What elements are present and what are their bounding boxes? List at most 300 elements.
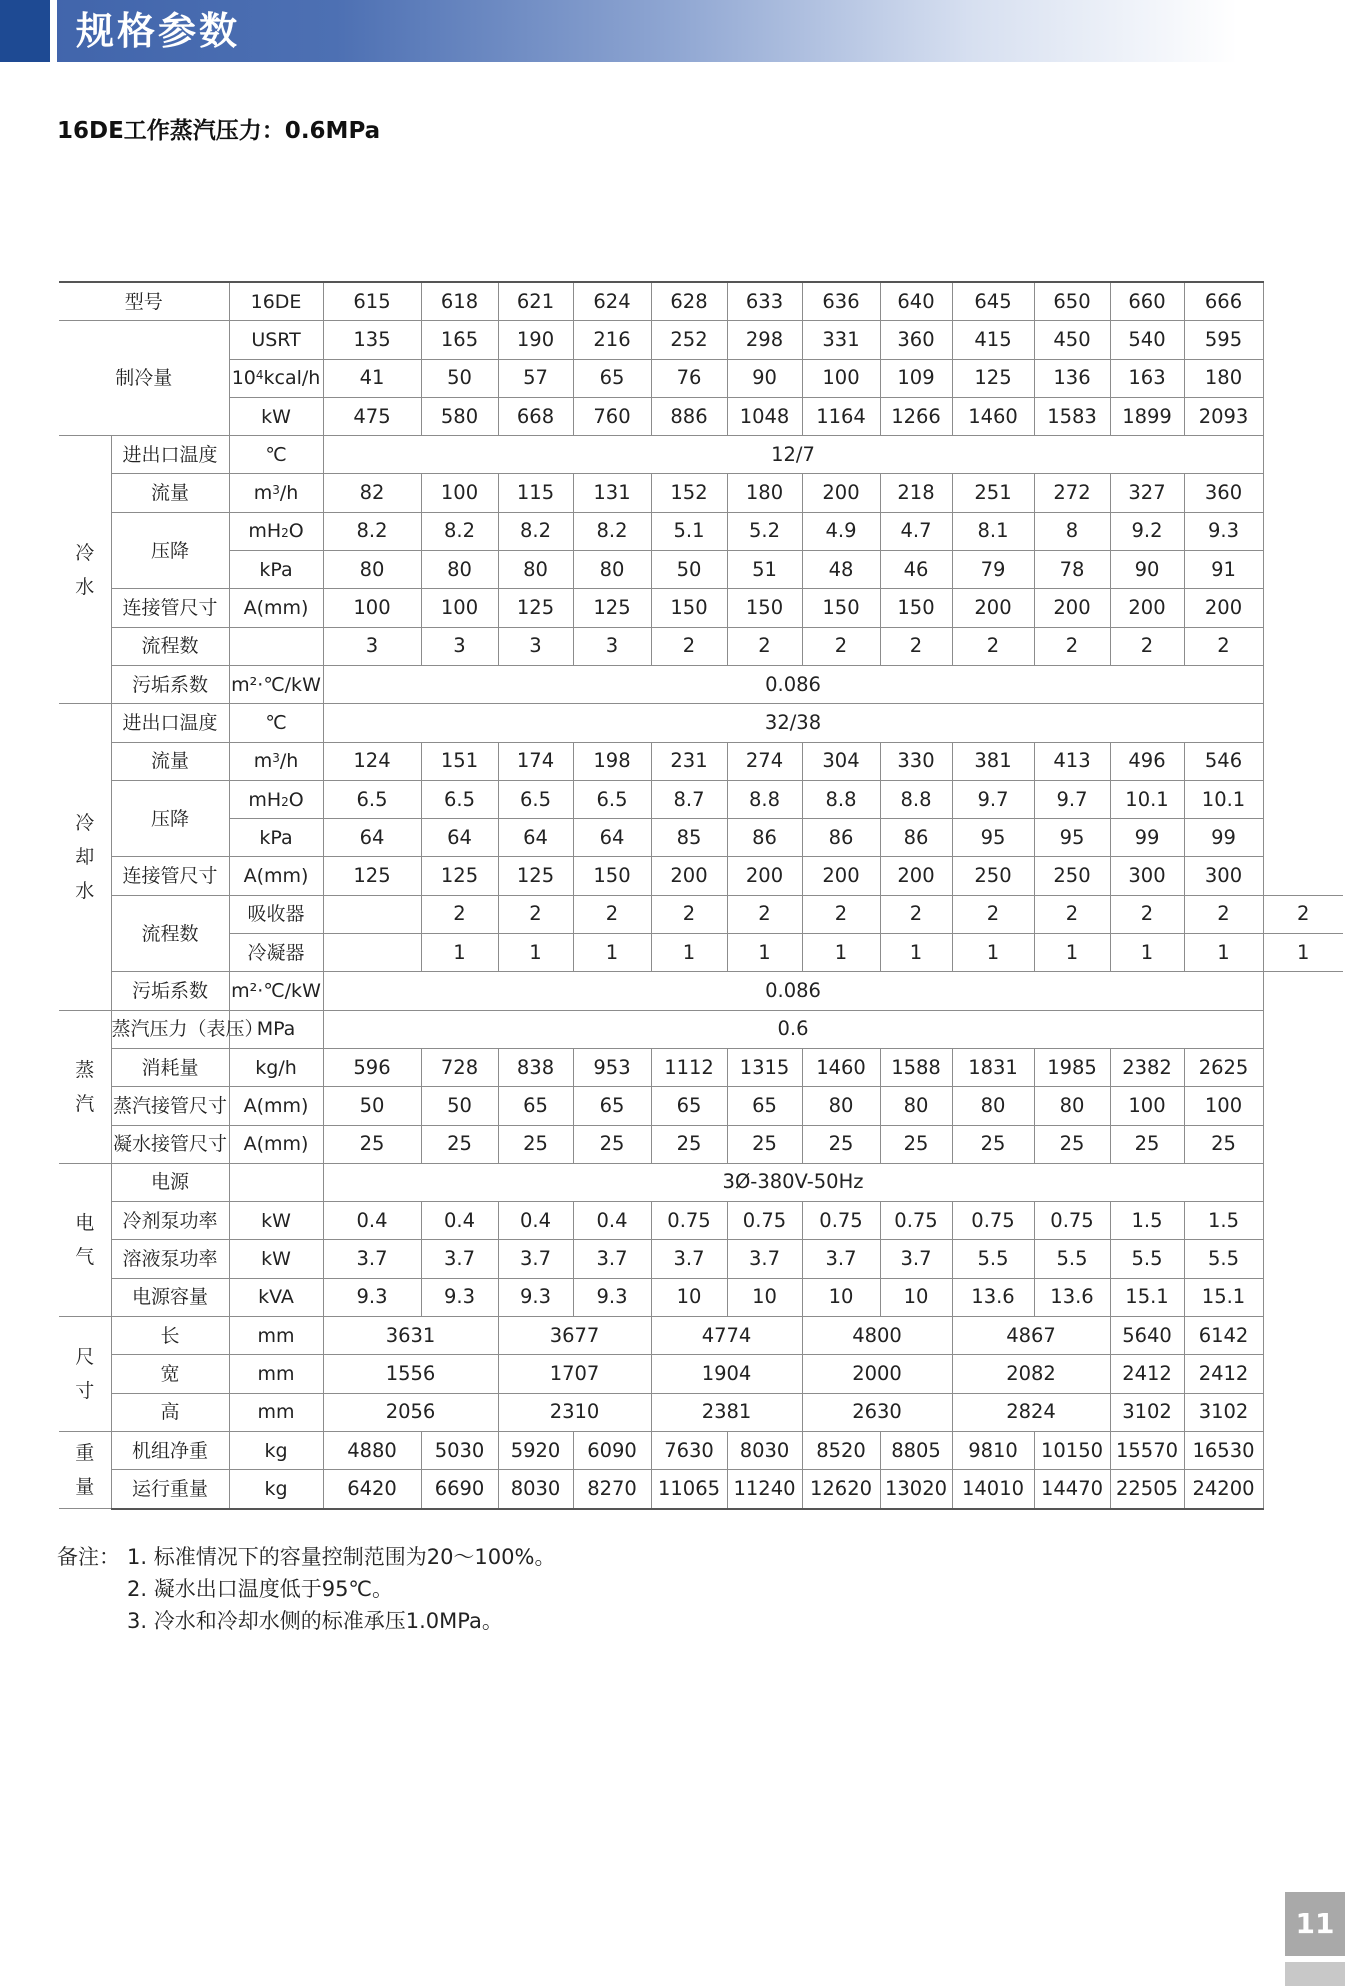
value-cell: 64: [323, 819, 421, 857]
value-cell: 8.7: [651, 780, 727, 818]
row-label: 电源容量: [111, 1278, 229, 1316]
value-cell: 2: [498, 895, 573, 933]
value-cell: 200: [727, 857, 802, 895]
value-cell: 330: [880, 742, 952, 780]
row-label: 冷凝器: [229, 934, 323, 972]
unit-cell: $10^4kcal/h$: [229, 359, 323, 397]
group-label: 冷 水: [59, 436, 111, 704]
value-cell: 4.7: [880, 512, 952, 550]
value-cell: 580: [421, 397, 498, 435]
value-cell: 115: [498, 474, 573, 512]
table-row: [59, 1010, 1343, 1048]
table-row: [59, 627, 1343, 665]
unit-cell: kPa: [229, 819, 323, 857]
row-label: 长: [111, 1317, 229, 1355]
group-label: 电 气: [59, 1163, 111, 1316]
table-row: [59, 1202, 1343, 1240]
table-row: [59, 1317, 1343, 1355]
table-row: [59, 819, 1343, 857]
value-cell: 615: [323, 282, 421, 321]
value-cell: 886: [651, 397, 727, 435]
value-cell: 100: [421, 474, 498, 512]
value-cell: 3.7: [727, 1240, 802, 1278]
group-label: 蒸 汽: [59, 1010, 111, 1163]
unit-cell: [323, 895, 421, 933]
unit-cell: $mH_2O$: [229, 780, 323, 818]
unit-cell: kg: [229, 1431, 323, 1469]
spec-table: [59, 281, 1343, 1510]
value-cell: 2: [1034, 627, 1110, 665]
value-cell: 2630: [802, 1393, 952, 1431]
row-label: 污垢系数: [111, 972, 229, 1010]
value-cell: 150: [727, 589, 802, 627]
value-cell: 231: [651, 742, 727, 780]
value-cell: 124: [323, 742, 421, 780]
unit-cell: m²·℃/kW: [229, 972, 323, 1010]
table-row: [59, 1087, 1343, 1125]
value-cell: 5.5: [1110, 1240, 1184, 1278]
value-cell: 8.2: [421, 512, 498, 550]
value-cell: 2310: [498, 1393, 651, 1431]
value-cell: 150: [802, 589, 880, 627]
value-cell: 64: [421, 819, 498, 857]
value-cell: 3: [421, 627, 498, 665]
value-cell: 3631: [323, 1317, 498, 1355]
value-cell: 15.1: [1110, 1278, 1184, 1316]
value-cell: 79: [952, 551, 1034, 589]
value-cell: 2: [727, 895, 802, 933]
value-cell: 633: [727, 282, 802, 321]
value-cell: 0.75: [1034, 1202, 1110, 1240]
value-cell: 251: [952, 474, 1034, 512]
value-cell: 15570: [1110, 1431, 1184, 1469]
value-cell: 1315: [727, 1048, 802, 1086]
unit-cell: kW: [229, 397, 323, 435]
value-cell: 596: [323, 1048, 421, 1086]
value-cell: 621: [498, 282, 573, 321]
section-subtitle: 16DE工作蒸汽压力：0.6MPa: [57, 118, 381, 144]
value-cell: 2082: [952, 1355, 1110, 1393]
value-cell: 90: [1110, 551, 1184, 589]
value-cell: 80: [802, 1087, 880, 1125]
notes-prefix: 备注：: [57, 1545, 120, 1569]
value-cell: 65: [651, 1087, 727, 1125]
value-cell: 165: [421, 321, 498, 359]
value-cell: 150: [651, 589, 727, 627]
value-cell: 2382: [1110, 1048, 1184, 1086]
value-cell: 25: [880, 1125, 952, 1163]
value-cell: 1: [573, 934, 651, 972]
value-cell: 304: [802, 742, 880, 780]
table-row: [59, 1393, 1343, 1431]
table-row: [59, 321, 1343, 359]
value-cell: 25: [498, 1125, 573, 1163]
table-row: [59, 934, 1343, 972]
table-row: [59, 551, 1343, 589]
note-item: 2. 凝水出口温度低于95℃。: [127, 1577, 394, 1601]
value-cell: 9.7: [1034, 780, 1110, 818]
unit-cell: mm: [229, 1355, 323, 1393]
row-label: 流程数: [111, 627, 229, 665]
value-cell: 11065: [651, 1470, 727, 1509]
value-cell: 2: [421, 895, 498, 933]
value-cell: 32/38: [323, 704, 1263, 742]
value-cell: 200: [952, 589, 1034, 627]
value-cell: 3102: [1184, 1393, 1263, 1431]
row-label: 流量: [111, 474, 229, 512]
value-cell: 2: [1263, 895, 1343, 933]
value-cell: 1707: [498, 1355, 651, 1393]
value-cell: 5920: [498, 1431, 573, 1469]
group-label: 冷 却 水: [59, 704, 111, 1010]
value-cell: 163: [1110, 359, 1184, 397]
value-cell: 0.75: [952, 1202, 1034, 1240]
value-cell: 25: [802, 1125, 880, 1163]
unit-cell: m²·℃/kW: [229, 665, 323, 703]
row-label: 连接管尺寸: [111, 589, 229, 627]
value-cell: 4867: [952, 1317, 1110, 1355]
value-cell: 1460: [802, 1048, 880, 1086]
value-cell: 1: [727, 934, 802, 972]
value-cell: 152: [651, 474, 727, 512]
value-cell: 0.6: [323, 1010, 1263, 1048]
value-cell: 100: [323, 589, 421, 627]
value-cell: 25: [1184, 1125, 1263, 1163]
value-cell: 9.3: [323, 1278, 421, 1316]
value-cell: 0.086: [323, 972, 1263, 1010]
value-cell: 300: [1184, 857, 1263, 895]
value-cell: 125: [498, 589, 573, 627]
unit-cell: 16DE: [229, 282, 323, 321]
value-cell: 64: [573, 819, 651, 857]
value-cell: 3Ø-380V-50Hz: [323, 1163, 1263, 1201]
value-cell: 2: [952, 895, 1034, 933]
row-label: 凝水接管尺寸: [111, 1125, 229, 1163]
value-cell: 10150: [1034, 1431, 1110, 1469]
value-cell: 12/7: [323, 436, 1263, 474]
value-cell: 25: [573, 1125, 651, 1163]
value-cell: 109: [880, 359, 952, 397]
value-cell: 1: [498, 934, 573, 972]
value-cell: 8520: [802, 1431, 880, 1469]
table-row: [59, 742, 1343, 780]
value-cell: 51: [727, 551, 802, 589]
value-cell: 8.8: [727, 780, 802, 818]
value-cell: 25: [323, 1125, 421, 1163]
value-cell: 10: [651, 1278, 727, 1316]
unit-cell: kVA: [229, 1278, 323, 1316]
value-cell: 496: [1110, 742, 1184, 780]
value-cell: 180: [1184, 359, 1263, 397]
value-cell: 6.5: [498, 780, 573, 818]
value-cell: 100: [1184, 1087, 1263, 1125]
value-cell: 5.5: [1034, 1240, 1110, 1278]
value-cell: 3.7: [421, 1240, 498, 1278]
row-label: 连接管尺寸: [111, 857, 229, 895]
note-row: [57, 1605, 555, 1637]
value-cell: 1266: [880, 397, 952, 435]
value-cell: 415: [952, 321, 1034, 359]
row-label: 溶液泵功率: [111, 1240, 229, 1278]
unit-cell: kW: [229, 1202, 323, 1240]
unit-cell: kg: [229, 1470, 323, 1509]
value-cell: 80: [323, 551, 421, 589]
note-row: [57, 1541, 555, 1573]
value-cell: 218: [880, 474, 952, 512]
value-cell: 65: [573, 359, 651, 397]
value-cell: 86: [802, 819, 880, 857]
unit-cell: $mH_2O$: [229, 512, 323, 550]
value-cell: 8030: [727, 1431, 802, 1469]
value-cell: 645: [952, 282, 1034, 321]
unit-cell: kW: [229, 1240, 323, 1278]
value-cell: 125: [573, 589, 651, 627]
row-label: 流量: [111, 742, 229, 780]
value-cell: 1904: [651, 1355, 802, 1393]
value-cell: 5030: [421, 1431, 498, 1469]
value-cell: 838: [498, 1048, 573, 1086]
value-cell: 0.75: [651, 1202, 727, 1240]
value-cell: 1: [421, 934, 498, 972]
value-cell: 2: [802, 895, 880, 933]
value-cell: 46: [880, 551, 952, 589]
value-cell: 666: [1184, 282, 1263, 321]
row-label: 制冷量: [59, 321, 229, 436]
value-cell: 0.4: [498, 1202, 573, 1240]
note-row: [57, 1573, 555, 1605]
value-cell: 76: [651, 359, 727, 397]
value-cell: 1985: [1034, 1048, 1110, 1086]
value-cell: 2: [1184, 895, 1263, 933]
value-cell: 1583: [1034, 397, 1110, 435]
value-cell: 8.2: [498, 512, 573, 550]
value-cell: 6.5: [323, 780, 421, 818]
value-cell: 8.2: [573, 512, 651, 550]
value-cell: 3: [323, 627, 421, 665]
value-cell: 2412: [1184, 1355, 1263, 1393]
value-cell: 250: [1034, 857, 1110, 895]
value-cell: 8030: [498, 1470, 573, 1509]
value-cell: 252: [651, 321, 727, 359]
unit-cell: [229, 1163, 323, 1201]
table-row: [59, 780, 1343, 818]
value-cell: 151: [421, 742, 498, 780]
table-row: [59, 474, 1343, 512]
value-cell: 6090: [573, 1431, 651, 1469]
value-cell: 9.3: [498, 1278, 573, 1316]
value-cell: 91: [1184, 551, 1263, 589]
value-cell: 3.7: [573, 1240, 651, 1278]
table-row: [59, 1470, 1343, 1509]
value-cell: 190: [498, 321, 573, 359]
value-cell: 640: [880, 282, 952, 321]
value-cell: 475: [323, 397, 421, 435]
table-row: [59, 704, 1343, 742]
row-label: 进出口温度: [111, 704, 229, 742]
value-cell: 13.6: [952, 1278, 1034, 1316]
value-cell: 1: [1110, 934, 1184, 972]
value-cell: 624: [573, 282, 651, 321]
value-cell: 4774: [651, 1317, 802, 1355]
value-cell: 1.5: [1110, 1202, 1184, 1240]
value-cell: 5.2: [727, 512, 802, 550]
value-cell: 150: [573, 857, 651, 895]
unit-cell: mm: [229, 1393, 323, 1431]
table-row: [59, 397, 1343, 435]
value-cell: 668: [498, 397, 573, 435]
row-label: 进出口温度: [111, 436, 229, 474]
note-item: 3. 冷水和冷却水侧的标准承压1.0MPa。: [127, 1609, 503, 1633]
value-cell: 298: [727, 321, 802, 359]
page-number-box: [1285, 1892, 1345, 1956]
value-cell: 125: [421, 857, 498, 895]
value-cell: 100: [802, 359, 880, 397]
unit-cell: mm: [229, 1317, 323, 1355]
value-cell: 25: [727, 1125, 802, 1163]
value-cell: 80: [880, 1087, 952, 1125]
value-cell: 1048: [727, 397, 802, 435]
value-cell: 9.2: [1110, 512, 1184, 550]
value-cell: 546: [1184, 742, 1263, 780]
value-cell: 13.6: [1034, 1278, 1110, 1316]
value-cell: 3.7: [323, 1240, 421, 1278]
table-row: [59, 1240, 1343, 1278]
row-label: 流程数: [111, 895, 229, 972]
value-cell: 15.1: [1184, 1278, 1263, 1316]
unit-cell: [229, 627, 323, 665]
value-cell: 1460: [952, 397, 1034, 435]
value-cell: 80: [421, 551, 498, 589]
unit-cell: ℃: [229, 436, 323, 474]
value-cell: 80: [573, 551, 651, 589]
value-cell: 2: [651, 895, 727, 933]
value-cell: 2: [880, 895, 952, 933]
row-label: 压降: [111, 780, 229, 857]
value-cell: 9.3: [1184, 512, 1263, 550]
value-cell: 2056: [323, 1393, 498, 1431]
value-cell: 1164: [802, 397, 880, 435]
value-cell: 174: [498, 742, 573, 780]
value-cell: 90: [727, 359, 802, 397]
value-cell: 5640: [1110, 1317, 1184, 1355]
value-cell: 628: [651, 282, 727, 321]
value-cell: 274: [727, 742, 802, 780]
value-cell: 7630: [651, 1431, 727, 1469]
row-label: 压降: [111, 512, 229, 589]
value-cell: 3: [573, 627, 651, 665]
value-cell: 6.5: [421, 780, 498, 818]
value-cell: 200: [802, 474, 880, 512]
value-cell: 0.4: [421, 1202, 498, 1240]
value-cell: 5.5: [1184, 1240, 1263, 1278]
value-cell: 22505: [1110, 1470, 1184, 1509]
value-cell: 13020: [880, 1470, 952, 1509]
value-cell: 50: [651, 551, 727, 589]
value-cell: 660: [1110, 282, 1184, 321]
value-cell: 2412: [1110, 1355, 1184, 1393]
value-cell: 80: [952, 1087, 1034, 1125]
unit-cell: MPa: [229, 1010, 323, 1048]
value-cell: 6690: [421, 1470, 498, 1509]
value-cell: 9.3: [421, 1278, 498, 1316]
unit-cell: A(mm): [229, 857, 323, 895]
value-cell: 50: [421, 1087, 498, 1125]
value-cell: 200: [802, 857, 880, 895]
value-cell: 41: [323, 359, 421, 397]
value-cell: 65: [573, 1087, 651, 1125]
value-cell: 0.75: [880, 1202, 952, 1240]
value-cell: 95: [952, 819, 1034, 857]
value-cell: 198: [573, 742, 651, 780]
unit-cell: USRT: [229, 321, 323, 359]
value-cell: 381: [952, 742, 1034, 780]
value-cell: 6420: [323, 1470, 421, 1509]
value-cell: 2: [727, 627, 802, 665]
value-cell: 2625: [1184, 1048, 1263, 1086]
value-cell: 200: [1184, 589, 1263, 627]
value-cell: 86: [727, 819, 802, 857]
value-cell: 16530: [1184, 1431, 1263, 1469]
value-cell: 9810: [952, 1431, 1034, 1469]
value-cell: 200: [1110, 589, 1184, 627]
value-cell: 1: [1263, 934, 1343, 972]
value-cell: 1: [1184, 934, 1263, 972]
value-cell: 1: [802, 934, 880, 972]
value-cell: 3677: [498, 1317, 651, 1355]
value-cell: 1: [880, 934, 952, 972]
row-sublabel: 吸收器: [229, 895, 323, 933]
value-cell: 1: [651, 934, 727, 972]
row-label: 电源: [111, 1163, 229, 1201]
value-cell: 360: [880, 321, 952, 359]
value-cell: 150: [880, 589, 952, 627]
row-label: 蒸汽接管尺寸: [111, 1087, 229, 1125]
value-cell: 200: [1034, 589, 1110, 627]
value-cell: 12620: [802, 1470, 880, 1509]
value-cell: 1112: [651, 1048, 727, 1086]
value-cell: 5.5: [952, 1240, 1034, 1278]
value-cell: 3: [498, 627, 573, 665]
value-cell: 728: [421, 1048, 498, 1086]
note-item: 1. 标准情况下的容量控制范围为20～100%。: [127, 1545, 556, 1569]
value-cell: 300: [1110, 857, 1184, 895]
value-cell: 9.3: [573, 1278, 651, 1316]
value-cell: 9.7: [952, 780, 1034, 818]
value-cell: 216: [573, 321, 651, 359]
value-cell: 2824: [952, 1393, 1110, 1431]
group-label: 重 量: [59, 1431, 111, 1508]
unit-cell: [323, 934, 421, 972]
value-cell: 85: [651, 819, 727, 857]
value-cell: 78: [1034, 551, 1110, 589]
value-cell: 450: [1034, 321, 1110, 359]
value-cell: 8: [1034, 512, 1110, 550]
unit-cell: kg/h: [229, 1048, 323, 1086]
value-cell: 1: [1034, 934, 1110, 972]
value-cell: 272: [1034, 474, 1110, 512]
value-cell: 25: [1110, 1125, 1184, 1163]
page-number: 11: [1295, 1907, 1335, 1940]
value-cell: 1899: [1110, 397, 1184, 435]
value-cell: 4800: [802, 1317, 952, 1355]
value-cell: 3.7: [498, 1240, 573, 1278]
value-cell: 10.1: [1110, 780, 1184, 818]
table-row: [59, 1048, 1343, 1086]
value-cell: 2: [880, 627, 952, 665]
table-row: [59, 589, 1343, 627]
value-cell: 86: [880, 819, 952, 857]
value-cell: 413: [1034, 742, 1110, 780]
